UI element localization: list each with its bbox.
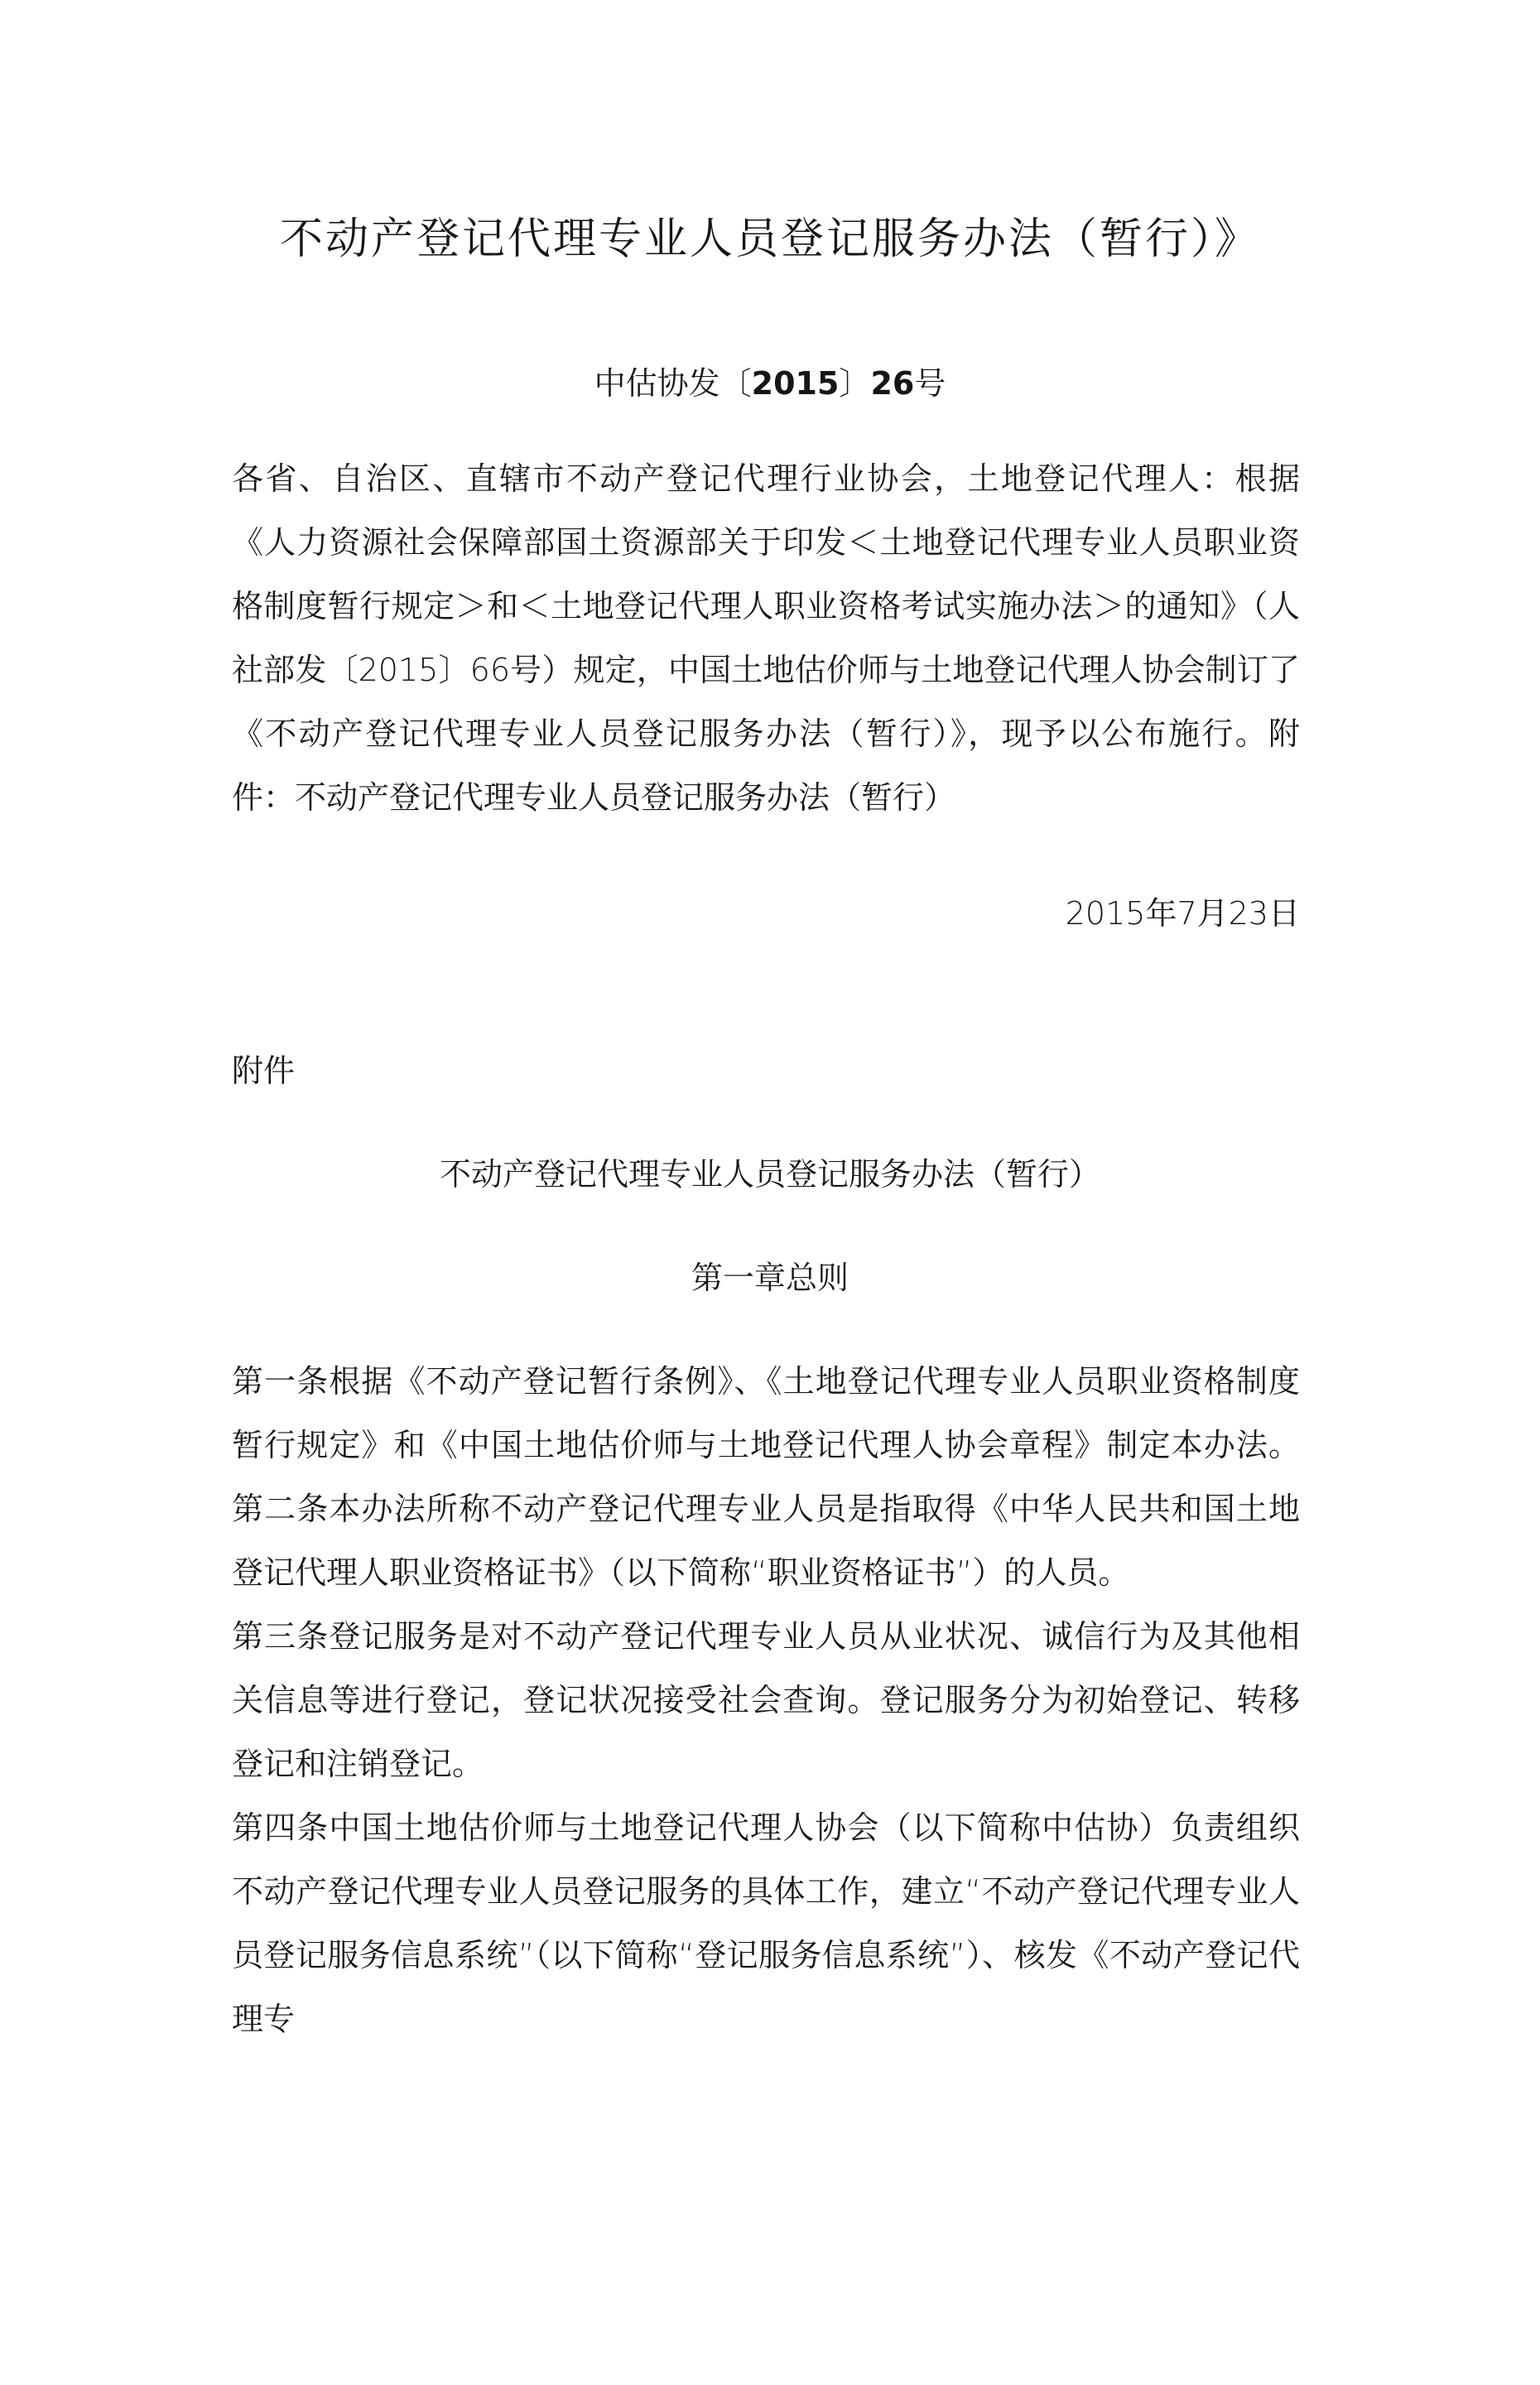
document-page: [0, 206, 1540, 2385]
doc-number-prefix: 中估协发〔: [594, 365, 752, 402]
document-title: 不动产登记代理专业人员登记服务办法（暂行）》: [279, 214, 1260, 264]
issue-date: 2015年7月23日: [1065, 895, 1300, 932]
doc-number-year: 2015: [751, 365, 840, 402]
chapter-heading: 第一章总则: [691, 1260, 849, 1296]
document-number-line: [0, 352, 1540, 416]
body-paragraph-article-3: 第三条登记服务是对不动产登记代理专业人员从业状况、诚信行为及其他相关信息等进行登记，登记状况接受社会查询。登记服务分为初始登记、转移登记和注销登记。: [232, 1618, 1300, 1782]
attachment-title: 不动产登记代理专业人员登记服务办法（暂行）: [439, 1156, 1100, 1192]
doc-number-suffix: 号: [914, 365, 946, 402]
intro-paragraph: 各省、自治区、直辖市不动产登记代理行业协会，土地登记代理人：根据《人力资源社会保障部国土资源部关于印发＜土地登记代理专业人员职业资格制度暂行规定＞和＜土地登记代理人职业资格考试实施办法＞的通知》（人社部发〔2015〕66号）规定，中国土地估价师与土地登记代理人协会制订了《不动产登记代理专业人员登记服务办法（暂行）》，现予以公布施行。附件：不动产登记代理专业人员登记服务办法（暂行）: [232, 460, 1300, 816]
body-paragraph-article-4: 第四条中国土地估价师与土地登记代理人协会（以下简称中估协）负责组织不动产登记代理专业人员登记服务的具体工作，建立“不动产登记代理专业人员登记服务信息系统”（以下简称“登记服务信息系统”）、核发《不动产登记代理专: [232, 1809, 1300, 2037]
doc-number-serial: 26: [870, 365, 915, 402]
doc-number-close-bracket: 〕: [839, 365, 871, 402]
attachment-label: 附件: [232, 1053, 296, 1089]
body-paragraph-article-1-2: 第一条根据《不动产登记暂行条例》、《土地登记代理专业人员职业资格制度暂行规定》和《中国土地估价师与土地登记代理人协会章程》制定本办法。第二条本办法所称不动产登记代理专业人员是指取得《中华人民共和国土地登记代理人职业资格证书》（以下简称“职业资格证书”）的人员。: [232, 1363, 1300, 1591]
